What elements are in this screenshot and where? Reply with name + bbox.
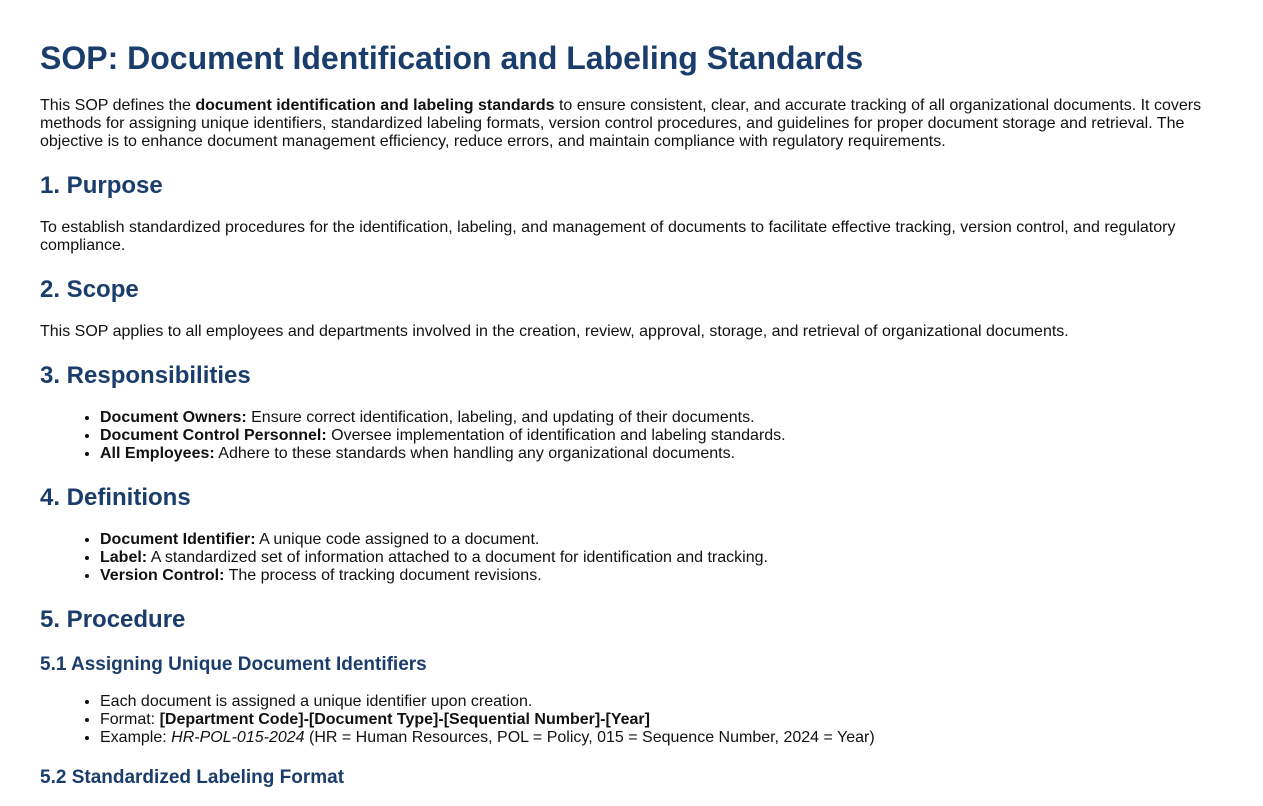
identifier-format: [Department Code]-[Document Type]-[Sequential Number]-[Year]	[159, 711, 650, 728]
list-item	[100, 567, 768, 585]
intro-text-start: This SOP defines the	[40, 97, 196, 114]
identifier-example: HR-POL-015-2024	[171, 729, 305, 746]
responsibilities-list	[40, 409, 786, 463]
list-item	[100, 427, 786, 445]
item-desc: The process of tracking document revisions.	[224, 567, 542, 584]
intro-text-end: to ensure consistent, clear, and accurate tracking of all organizational documents. It covers methods for assigning unique identifiers, standardized labeling formats, version control procedures, and guidelines for proper document storage and retrieval. The objective is to enhance document management efficiency, reduce errors, and maintain compliance with regulatory requirements.	[40, 97, 1202, 150]
item-desc: A standardized set of information attached to a document for identification and tracking.	[147, 549, 768, 566]
intro-paragraph	[40, 97, 1210, 151]
identifiers-list	[40, 693, 875, 747]
list-item	[100, 711, 875, 729]
list-item	[100, 409, 786, 427]
list-item	[100, 445, 786, 463]
item-desc: Oversee implementation of identification and labeling standards.	[326, 427, 786, 444]
item-term: Document Identifier:	[100, 531, 256, 548]
item-label: Example:	[100, 729, 172, 746]
item-desc: Each document is assigned a unique identifier upon creation.	[100, 693, 533, 710]
list-item	[100, 531, 768, 549]
scope-text: This SOP applies to all employees and departments involved in the creation, review, approval, storage, and retrieval of organizational documents.	[40, 323, 1069, 340]
item-term: Document Control Personnel:	[100, 427, 327, 444]
item-term: Document Owners:	[100, 409, 247, 426]
identifiers-subheading: 5.1 Assigning Unique Document Identifiers	[40, 654, 427, 675]
purpose-text: To establish standardized procedures for the identification, labeling, and management of documents to facilitate effective tracking, version control, and regulatory compliance.	[40, 219, 1176, 254]
definitions-heading: 4. Definitions	[40, 484, 191, 511]
item-label: Format:	[100, 711, 160, 728]
item-term: All Employees:	[100, 445, 215, 462]
item-desc: Ensure correct identification, labeling, and updating of their documents.	[246, 409, 755, 426]
list-item	[100, 549, 768, 567]
purpose-heading: 1. Purpose	[40, 172, 163, 199]
item-desc: A unique code assigned to a document.	[255, 531, 540, 548]
scope-heading: 2. Scope	[40, 276, 139, 303]
list-item	[100, 693, 875, 711]
responsibilities-heading: 3. Responsibilities	[40, 362, 251, 389]
procedure-heading: 5. Procedure	[40, 606, 186, 633]
item-desc: (HR = Human Resources, POL = Policy, 015 = Sequence Number, 2024 = Year)	[304, 729, 875, 746]
list-item	[100, 729, 875, 747]
item-term: Version Control:	[100, 567, 225, 584]
item-desc: Adhere to these standards when handling any organizational documents.	[214, 445, 736, 462]
intro-emphasis: document identification and labeling standards	[195, 97, 555, 114]
item-term: Label:	[100, 549, 148, 566]
definitions-list	[40, 531, 768, 585]
labeling-subheading: 5.2 Standardized Labeling Format	[40, 767, 345, 788]
page-title: SOP: Document Identification and Labeling Standards	[40, 40, 864, 76]
